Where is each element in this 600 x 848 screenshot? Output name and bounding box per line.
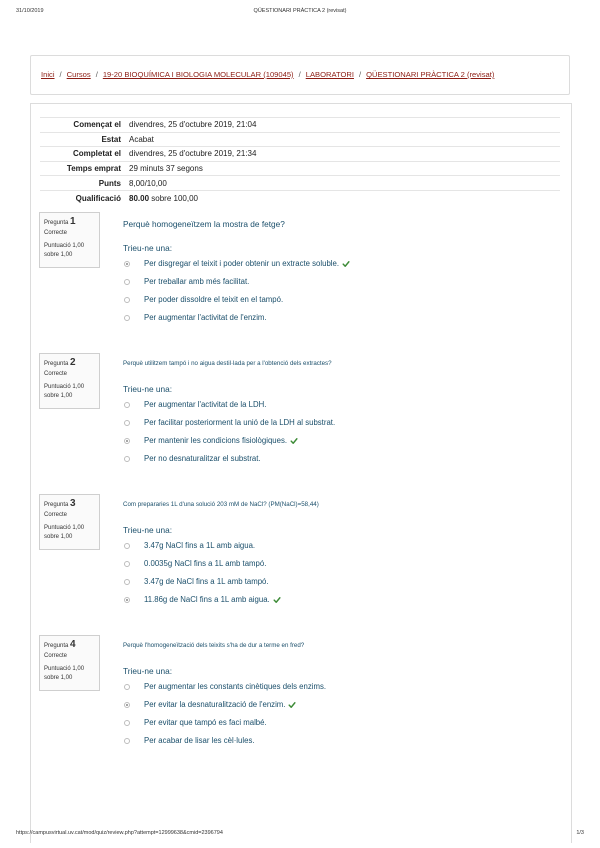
question-state: Correcte (44, 653, 68, 659)
question-state: Correcte (44, 230, 68, 236)
answer-prompt: Trieu-ne una: (123, 666, 173, 676)
question-text: Perquè l'homogeneïtzació dels teixits s'ha de dur a terme en fred? (123, 642, 305, 649)
answer-label: Per augmentar l'activitat de la LDH. (144, 400, 267, 409)
question-state: Correcte (44, 371, 68, 377)
answer-radio[interactable] (124, 597, 130, 603)
check-icon (342, 260, 350, 268)
question-grade: Puntuació 1,00 sobre 1,00 (44, 525, 85, 540)
answer-radio[interactable] (124, 402, 130, 408)
answer-option[interactable] (124, 559, 266, 568)
answer-label: Per poder dissoldre el teixit en el tampó. (144, 295, 284, 304)
print-url: https://campusvirtual.uv.cat/mod/quiz/review.php?attempt=12999638&cmid=2396794 (16, 830, 223, 836)
answer-option[interactable] (124, 682, 326, 691)
answer-option[interactable] (124, 400, 266, 409)
answer-radio[interactable] (124, 684, 130, 690)
print-header (16, 8, 584, 18)
answer-label: 3.47g de NaCl fins a 1L amb tampó. (144, 577, 269, 586)
breadcrumb-link-section[interactable]: LABORATORI (305, 70, 354, 79)
summary-label: Començat el (40, 118, 125, 133)
answer-radio[interactable] (124, 315, 130, 321)
breadcrumb-link-home[interactable]: Inici (41, 70, 55, 79)
answer-prompt: Trieu-ne una: (123, 525, 173, 535)
answer-radio[interactable] (124, 738, 130, 744)
grade-value: 80.00 (129, 193, 150, 203)
answer-option[interactable] (124, 313, 267, 322)
attempt-summary-table (40, 117, 560, 205)
answer-label: Per evitar la desnaturalització de l'enzim. (144, 700, 286, 709)
grade-max: sobre 100,00 (151, 193, 198, 203)
summary-value: 29 minuts 37 segons (125, 161, 560, 176)
answer-radio[interactable] (124, 261, 130, 267)
summary-value: Acabat (125, 132, 560, 147)
answer-radio[interactable] (124, 297, 130, 303)
question-text: Com prepararies 1L d'una solució 203 mM de NaCl? (PM(NaCl)=58,44) (123, 501, 319, 508)
question-info-box (39, 494, 100, 550)
print-date: 31/10/2019 (16, 8, 44, 14)
answer-label: 0.0035g NaCl fins a 1L amb tampó. (144, 559, 267, 568)
summary-value: 8,00/10,00 (125, 176, 560, 191)
breadcrumb-link-quiz[interactable]: QÜESTIONARI PRÀCTICA 2 (revisat) (366, 70, 495, 79)
question-state: Correcte (44, 512, 68, 518)
answer-prompt: Trieu-ne una: (123, 243, 173, 253)
question-grade: Puntuació 1,00 sobre 1,00 (44, 243, 85, 258)
summary-row (40, 161, 560, 176)
summary-label: Qualificació (40, 190, 125, 205)
answer-prompt: Trieu-ne una: (123, 384, 173, 394)
answer-option[interactable] (124, 541, 255, 550)
answer-radio[interactable] (124, 456, 130, 462)
question-info-box (39, 212, 100, 268)
answer-label: Per facilitar posteriorment la unió de la LDH al substrat. (144, 418, 336, 427)
answer-radio[interactable] (124, 420, 130, 426)
print-footer (16, 830, 584, 840)
answer-label: Per mantenir les condicions fisiològiques. (144, 436, 288, 445)
summary-row (40, 118, 560, 133)
question-grade: Puntuació 1,00 sobre 1,00 (44, 666, 85, 681)
answer-label: 3.47g NaCl fins a 1L amb aigua. (144, 541, 256, 550)
answer-radio[interactable] (124, 720, 130, 726)
answer-radio[interactable] (124, 543, 130, 549)
answer-radio[interactable] (124, 702, 130, 708)
answer-option[interactable] (124, 418, 335, 427)
question-number: Pregunta 3 (44, 498, 76, 509)
answer-label: Per augmentar l'activitat de l'enzim. (144, 313, 267, 322)
answer-option[interactable] (124, 295, 283, 304)
answer-option[interactable] (124, 436, 298, 445)
answer-option[interactable] (124, 595, 281, 604)
answer-option[interactable] (124, 454, 261, 463)
answer-radio[interactable] (124, 579, 130, 585)
breadcrumb-container (30, 55, 570, 95)
answer-option[interactable] (124, 259, 350, 268)
answer-option[interactable] (124, 700, 296, 709)
answer-label: Per augmentar les constants cinètiques dels enzims. (144, 682, 327, 691)
question-text: Perquè homogeneïtzem la mostra de fetge? (123, 219, 285, 229)
answer-label: Per acabar de lisar les cèl·lules. (144, 736, 255, 745)
question-info-box (39, 353, 100, 409)
breadcrumb: Inici / Cursos / 19-20 BIOQUÍMICA I BIOLOGIA MOLECULAR (109045) / LABORATORI / QÜESTIONARI PRÀCTICA 2 (revisat) (41, 70, 495, 79)
check-icon (290, 437, 298, 445)
question-text: Perquè utilitzem tampó i no aigua destil·lada per a l'obtenció dels extractes? (123, 360, 332, 367)
answer-label: Per disgregar el teixit i poder obtenir un extracte soluble. (144, 259, 340, 268)
summary-row (40, 132, 560, 147)
question-number: Pregunta 2 (44, 357, 76, 368)
breadcrumb-link-course[interactable]: 19-20 BIOQUÍMICA I BIOLOGIA MOLECULAR (109045) (102, 70, 294, 79)
summary-value (125, 190, 560, 205)
answer-radio[interactable] (124, 561, 130, 567)
answer-option[interactable] (124, 577, 269, 586)
answer-label: Per no desnaturalitzar el substrat. (144, 454, 261, 463)
question-number: Pregunta 1 (44, 216, 76, 227)
summary-label: Temps emprat (40, 161, 125, 176)
print-page-number: 1/3 (576, 830, 584, 836)
check-icon (288, 701, 296, 709)
summary-row (40, 176, 560, 191)
answer-radio[interactable] (124, 279, 130, 285)
answer-option[interactable] (124, 277, 249, 286)
question-number: Pregunta 4 (44, 639, 76, 650)
answer-option[interactable] (124, 718, 267, 727)
answer-radio[interactable] (124, 438, 130, 444)
summary-value: divendres, 25 d'octubre 2019, 21:34 (125, 147, 560, 162)
print-title: QÜESTIONARI PRÀCTICA 2 (revisat) (253, 8, 347, 14)
summary-label: Estat (40, 132, 125, 147)
summary-label: Completat el (40, 147, 125, 162)
summary-row (40, 147, 560, 162)
breadcrumb-link-courses[interactable]: Cursos (66, 70, 91, 79)
question-info-box (39, 635, 100, 691)
answer-label: 11.86g de NaCl fins a 1L amb aigua. (144, 595, 270, 604)
summary-row (40, 190, 560, 205)
quiz-review-region (30, 103, 572, 843)
check-icon (273, 596, 281, 604)
summary-label: Punts (40, 176, 125, 191)
answer-option[interactable] (124, 736, 255, 745)
question-grade: Puntuació 1,00 sobre 1,00 (44, 384, 85, 399)
answer-label: Per evitar que tampó es faci malbé. (144, 718, 267, 727)
answer-label: Per treballar amb més facilitat. (144, 277, 250, 286)
summary-value: divendres, 25 d'octubre 2019, 21:04 (125, 118, 560, 133)
